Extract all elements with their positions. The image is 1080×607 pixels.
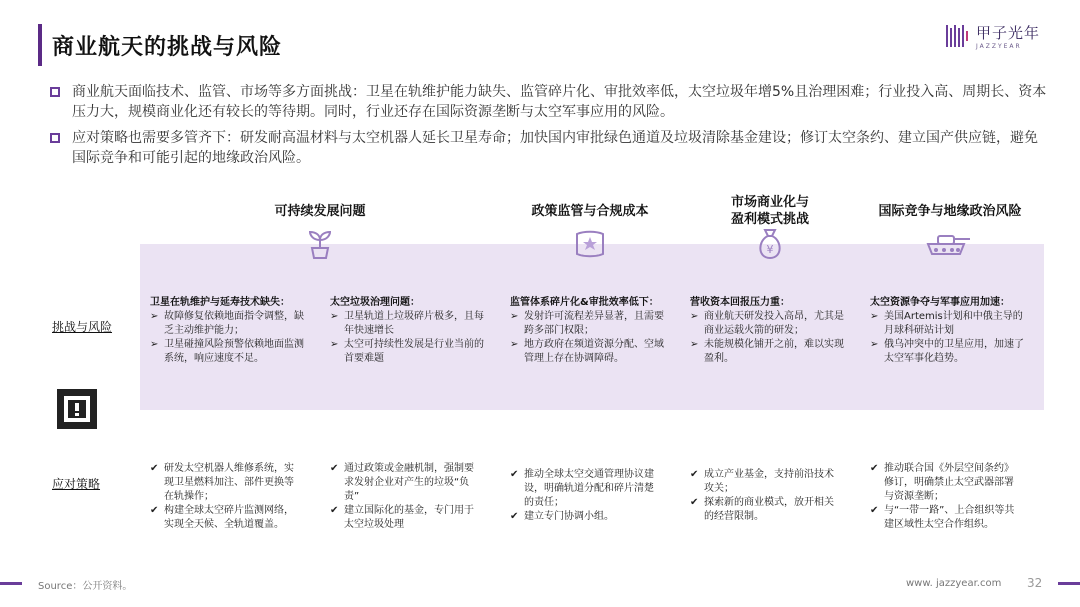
summary-bullet: [50, 82, 1050, 122]
list-item: [690, 338, 850, 366]
list-item: [870, 504, 1020, 532]
list-item: [150, 462, 300, 504]
square-bullet-icon: [50, 87, 60, 97]
title-accent-bar: [38, 24, 42, 66]
list-item: [510, 468, 660, 510]
logo-name-cn: 甲子光年: [975, 24, 1040, 42]
column-head-sustainability: 可持续发展问题: [274, 204, 366, 219]
arrow-bullet-icon: ➢: [330, 311, 339, 322]
item-text: 商业航天研发投入高昂，尤其是商业运载火箭的研发；: [704, 311, 844, 336]
warning-box-icon: [56, 388, 98, 430]
strategy-cell-5: [870, 462, 1020, 532]
item-text: 发射许可流程差异显著，且需要跨多部门权限；: [524, 311, 664, 336]
row-label-challenges[interactable]: 挑战与风险: [52, 320, 113, 334]
arrow-bullet-icon: ➢: [690, 339, 699, 350]
item-text: 构建全球太空碎片监测网络，实现全天候、全轨道覆盖。: [164, 505, 294, 530]
list-item: [510, 338, 670, 366]
logo-name-en: JAZZYEAR: [975, 43, 1022, 50]
item-text: 卫星轨道上垃圾碎片极多，且每年快速增长: [344, 311, 484, 336]
item-text: 推动联合国《外层空间条约》修订，明确禁止太空武器部署与资源垄断；: [884, 463, 1014, 502]
bullet-text: 应对策略也需要多管齐下：研发耐高温材料与太空机器人延长卫星寿命；加快国内审批绿色通道及垃圾清除基金建设；修订太空条约、建立国产供应链，避免国际竞争和可能引起的地缘政治风险。: [72, 130, 1038, 166]
bullet-text: 商业航天面临技术、监管、市场等多方面挑战：卫星在轨维护能力缺失、监管碎片化、审批效率低，太空垃圾年增5%且治理困难；行业投入高、周期长、资本压力大，规模商业化还有较长的等待期。同时，行业还存在国际资源垄断与太空军事应用的风险。: [72, 84, 1047, 120]
jazzyear-logo-icon: [944, 23, 970, 49]
strategy-cell-2: [330, 462, 480, 532]
cell-title: 卫星在轨维护与延寿技术缺失：: [150, 297, 290, 308]
item-text: 与“一带一路”、上合组织等共建区域性太空合作组织。: [884, 505, 1015, 530]
check-arrow-icon: ✔: [510, 469, 519, 480]
arrow-bullet-icon: ➢: [690, 311, 699, 322]
list-item: [330, 338, 490, 366]
check-arrow-icon: ✔: [510, 511, 519, 522]
column-head-policy: 政策监管与合规成本: [531, 204, 649, 219]
list-item: [150, 504, 300, 532]
website-link[interactable]: www. jazzyear.com: [906, 578, 1002, 589]
check-arrow-icon: ✔: [870, 463, 879, 474]
item-text: 未能规模化铺开之前，难以实现盈利。: [704, 339, 844, 364]
item-text: 建立专门协调小组。: [524, 511, 614, 522]
item-text: 推动全球太空交通管理协议建设，明确轨道分配和碎片清楚的责任；: [524, 469, 654, 508]
arrow-bullet-icon: ➢: [870, 311, 879, 322]
check-arrow-icon: ✔: [690, 469, 699, 480]
item-text: 俄乌冲突中的卫星应用，加速了太空军事化趋势。: [884, 339, 1024, 364]
item-text: 研发太空机器人维修系统，实现卫星燃料加注、部件更换等在轨操作；: [164, 463, 294, 502]
strategy-cell-3: [510, 468, 660, 524]
strategy-cell-1: [150, 462, 300, 532]
cell-title: 营收资本回报压力重：: [690, 297, 790, 308]
arrow-bullet-icon: ➢: [330, 339, 339, 350]
item-text: 成立产业基金，支持前沿技术攻关；: [704, 469, 834, 494]
item-text: 通过政策或金融机制，强制要求发射企业对产生的垃圾“负责”: [344, 463, 474, 502]
footer-accent-right: [1058, 582, 1080, 585]
money-bag-icon: [752, 226, 788, 262]
strategy-cell-4: [690, 468, 840, 524]
source-note: Source：公开资料。: [38, 581, 133, 592]
summary-bullets: [50, 82, 1050, 174]
list-item: [150, 310, 310, 338]
list-item: [510, 510, 660, 524]
list-item: [690, 468, 840, 496]
check-arrow-icon: ✔: [690, 497, 699, 508]
check-arrow-icon: ✔: [870, 505, 879, 516]
list-item: [330, 504, 480, 532]
list-item: [150, 338, 310, 366]
page-number: 32: [1027, 576, 1043, 590]
square-bullet-icon: [50, 133, 60, 143]
list-item: [870, 338, 1030, 366]
check-arrow-icon: ✔: [150, 463, 159, 474]
arrow-bullet-icon: ➢: [870, 339, 879, 350]
badge-icon: [572, 226, 608, 262]
list-item: [510, 310, 670, 338]
check-arrow-icon: ✔: [150, 505, 159, 516]
column-head-market: 市场商业化与 盈利模式挑战: [730, 195, 809, 227]
challenge-cell-policy: [510, 296, 670, 366]
item-text: 建立国际化的基金，专门用于太空垃圾处理: [344, 505, 474, 530]
list-item: [870, 462, 1020, 504]
challenge-cell-space-debris: [330, 296, 490, 366]
challenge-cell-sustainability-maintenance: [150, 296, 310, 366]
arrow-bullet-icon: ➢: [150, 311, 159, 322]
page-title: 商业航天的挑战与风险: [52, 35, 283, 60]
list-item: [690, 496, 840, 524]
list-item: [870, 310, 1030, 338]
cell-title: 监管体系碎片化&审批效率低下：: [510, 297, 659, 308]
footer-accent-left: [0, 582, 22, 585]
cell-title: 太空资源争夺与军事应用加速：: [870, 297, 1010, 308]
item-text: 地方政府在频道资源分配、空域管理上存在协调障碍。: [524, 339, 664, 364]
tank-icon: [924, 226, 972, 262]
brand-logo: [944, 22, 1040, 50]
arrow-bullet-icon: ➢: [510, 311, 519, 322]
item-text: 美国Artemis计划和中俄主导的月球科研站计划: [884, 311, 1023, 336]
row-label-strategies[interactable]: 应对策略: [52, 477, 101, 491]
check-arrow-icon: ✔: [330, 505, 339, 516]
arrow-bullet-icon: ➢: [510, 339, 519, 350]
challenge-cell-geopolitics: [870, 296, 1030, 366]
cell-title: 太空垃圾治理问题：: [330, 297, 420, 308]
challenge-cell-market: [690, 296, 850, 366]
column-head-geopolitics: 国际竞争与地缘政治风险: [878, 204, 1022, 219]
list-item: [330, 310, 490, 338]
item-text: 太空可持续性发展是行业当前的首要难题: [344, 339, 484, 364]
plant-icon: [302, 226, 338, 262]
item-text: 探索新的商业模式，放开相关的经营限制。: [704, 497, 834, 522]
arrow-bullet-icon: ➢: [150, 339, 159, 350]
item-text: 故障修复依赖地面指令调整，缺乏主动维护能力；: [164, 311, 304, 336]
item-text: 卫星碰撞风险预警依赖地面监测系统，响应速度不足。: [164, 339, 304, 364]
summary-bullet: [50, 128, 1050, 168]
check-arrow-icon: ✔: [330, 463, 339, 474]
list-item: [330, 462, 480, 504]
list-item: [690, 310, 850, 338]
svg-text:¥: ¥: [766, 243, 774, 256]
